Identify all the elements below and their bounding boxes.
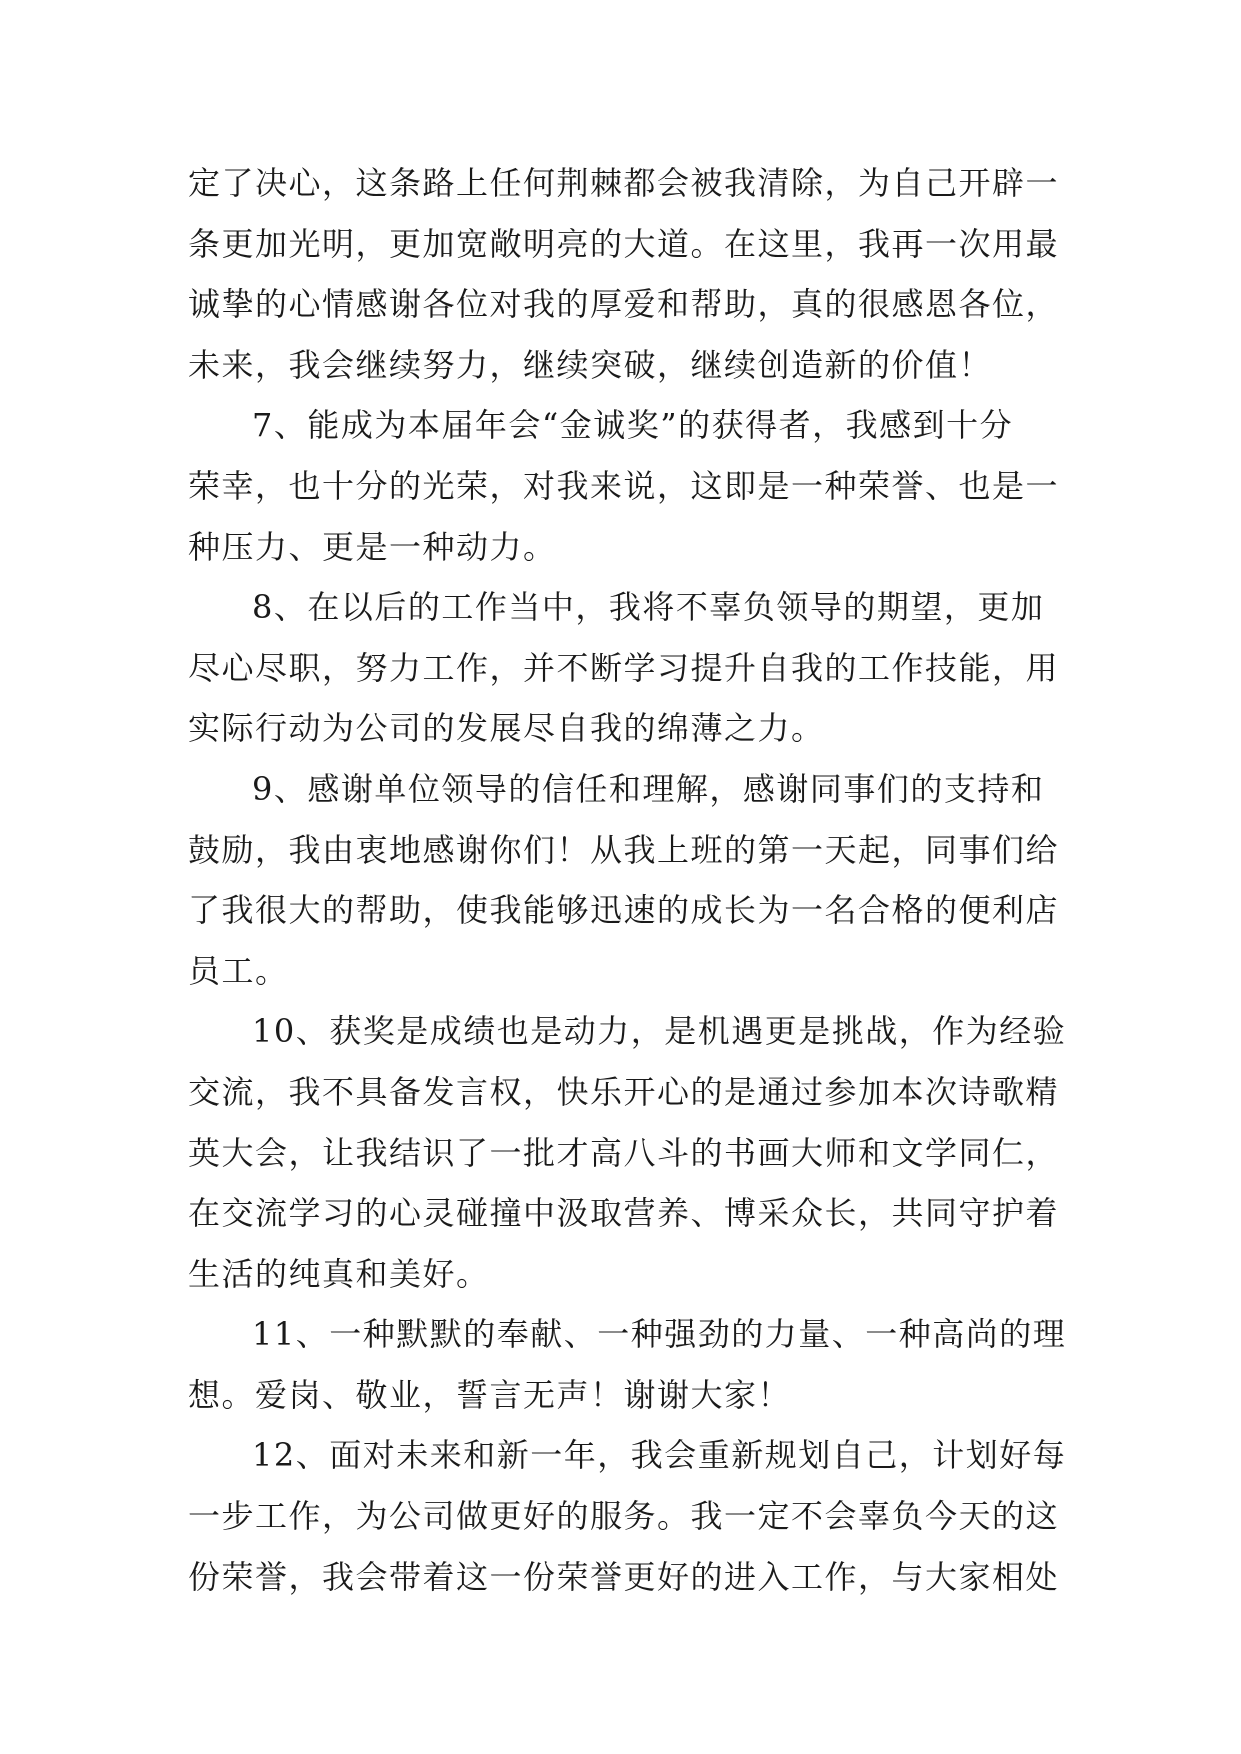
- text-line: 交流，我不具备发言权，快乐开心的是通过参加本次诗歌精: [188, 1072, 1060, 1111]
- text-line: 尽心尽职，努力工作，并不断学习提升自我的工作技能，用: [188, 648, 1060, 687]
- paragraph-7-first-line: 7、能成为本届年会“金诚奖”的获得者，我感到十分: [252, 406, 1014, 445]
- text-line: 诚挚的心情感谢各位对我的厚爱和帮助，真的很感恩各位，: [188, 285, 1060, 324]
- text-line: 想。爱岗、敬业，誓言无声！谢谢大家！: [188, 1375, 792, 1414]
- text-line: 生活的纯真和美好。: [188, 1254, 490, 1293]
- text-line: 鼓励，我由衷地感谢你们！从我上班的第一天起，同事们给: [188, 830, 1060, 869]
- text-line: 荣幸，也十分的光荣，对我来说，这即是一种荣誉、也是一: [188, 466, 1060, 505]
- body-text: [188, 153, 1068, 1607]
- paragraph-11-first-line: 11、一种默默的奉献、一种强劲的力量、一种高尚的理: [252, 1315, 1067, 1354]
- paragraph-8-first-line: 8、在以后的工作当中，我将不辜负领导的期望，更加: [252, 588, 1045, 627]
- text-line: 种压力、更是一种动力。: [188, 527, 557, 566]
- text-line: 份荣誉，我会带着这一份荣誉更好的进入工作，与大家相处: [188, 1557, 1060, 1596]
- paragraph-12-first-line: 12、面对未来和新一年，我会重新规划自己，计划好每: [252, 1436, 1067, 1475]
- text-line: 英大会，让我结识了一批才高八斗的书画大师和文学同仁，: [188, 1133, 1060, 1172]
- paragraph-9-first-line: 9、感谢单位领导的信任和理解，感谢同事们的支持和: [252, 769, 1045, 808]
- text-line: 条更加光明，更加宽敞明亮的大道。在这里，我再一次用最: [188, 224, 1060, 263]
- text-line: 未来，我会继续努力，继续突破，继续创造新的价值！: [188, 345, 993, 384]
- paragraph-10-first-line: 10、获奖是成绩也是动力，是机遇更是挑战，作为经验: [252, 1012, 1067, 1051]
- text-line: 员工。: [188, 951, 289, 990]
- text-line: 实际行动为公司的发展尽自我的绵薄之力。: [188, 709, 825, 748]
- text-line: 了我很大的帮助，使我能够迅速的成长为一名合格的便利店: [188, 891, 1060, 930]
- text-line: 定了决心，这条路上任何荆棘都会被我清除，为自己开辟一: [188, 164, 1060, 202]
- text-line: 在交流学习的心灵碰撞中汲取营养、博采众长，共同守护着: [188, 1194, 1060, 1233]
- text-line: 一步工作，为公司做更好的服务。我一定不会辜负今天的这: [188, 1497, 1060, 1536]
